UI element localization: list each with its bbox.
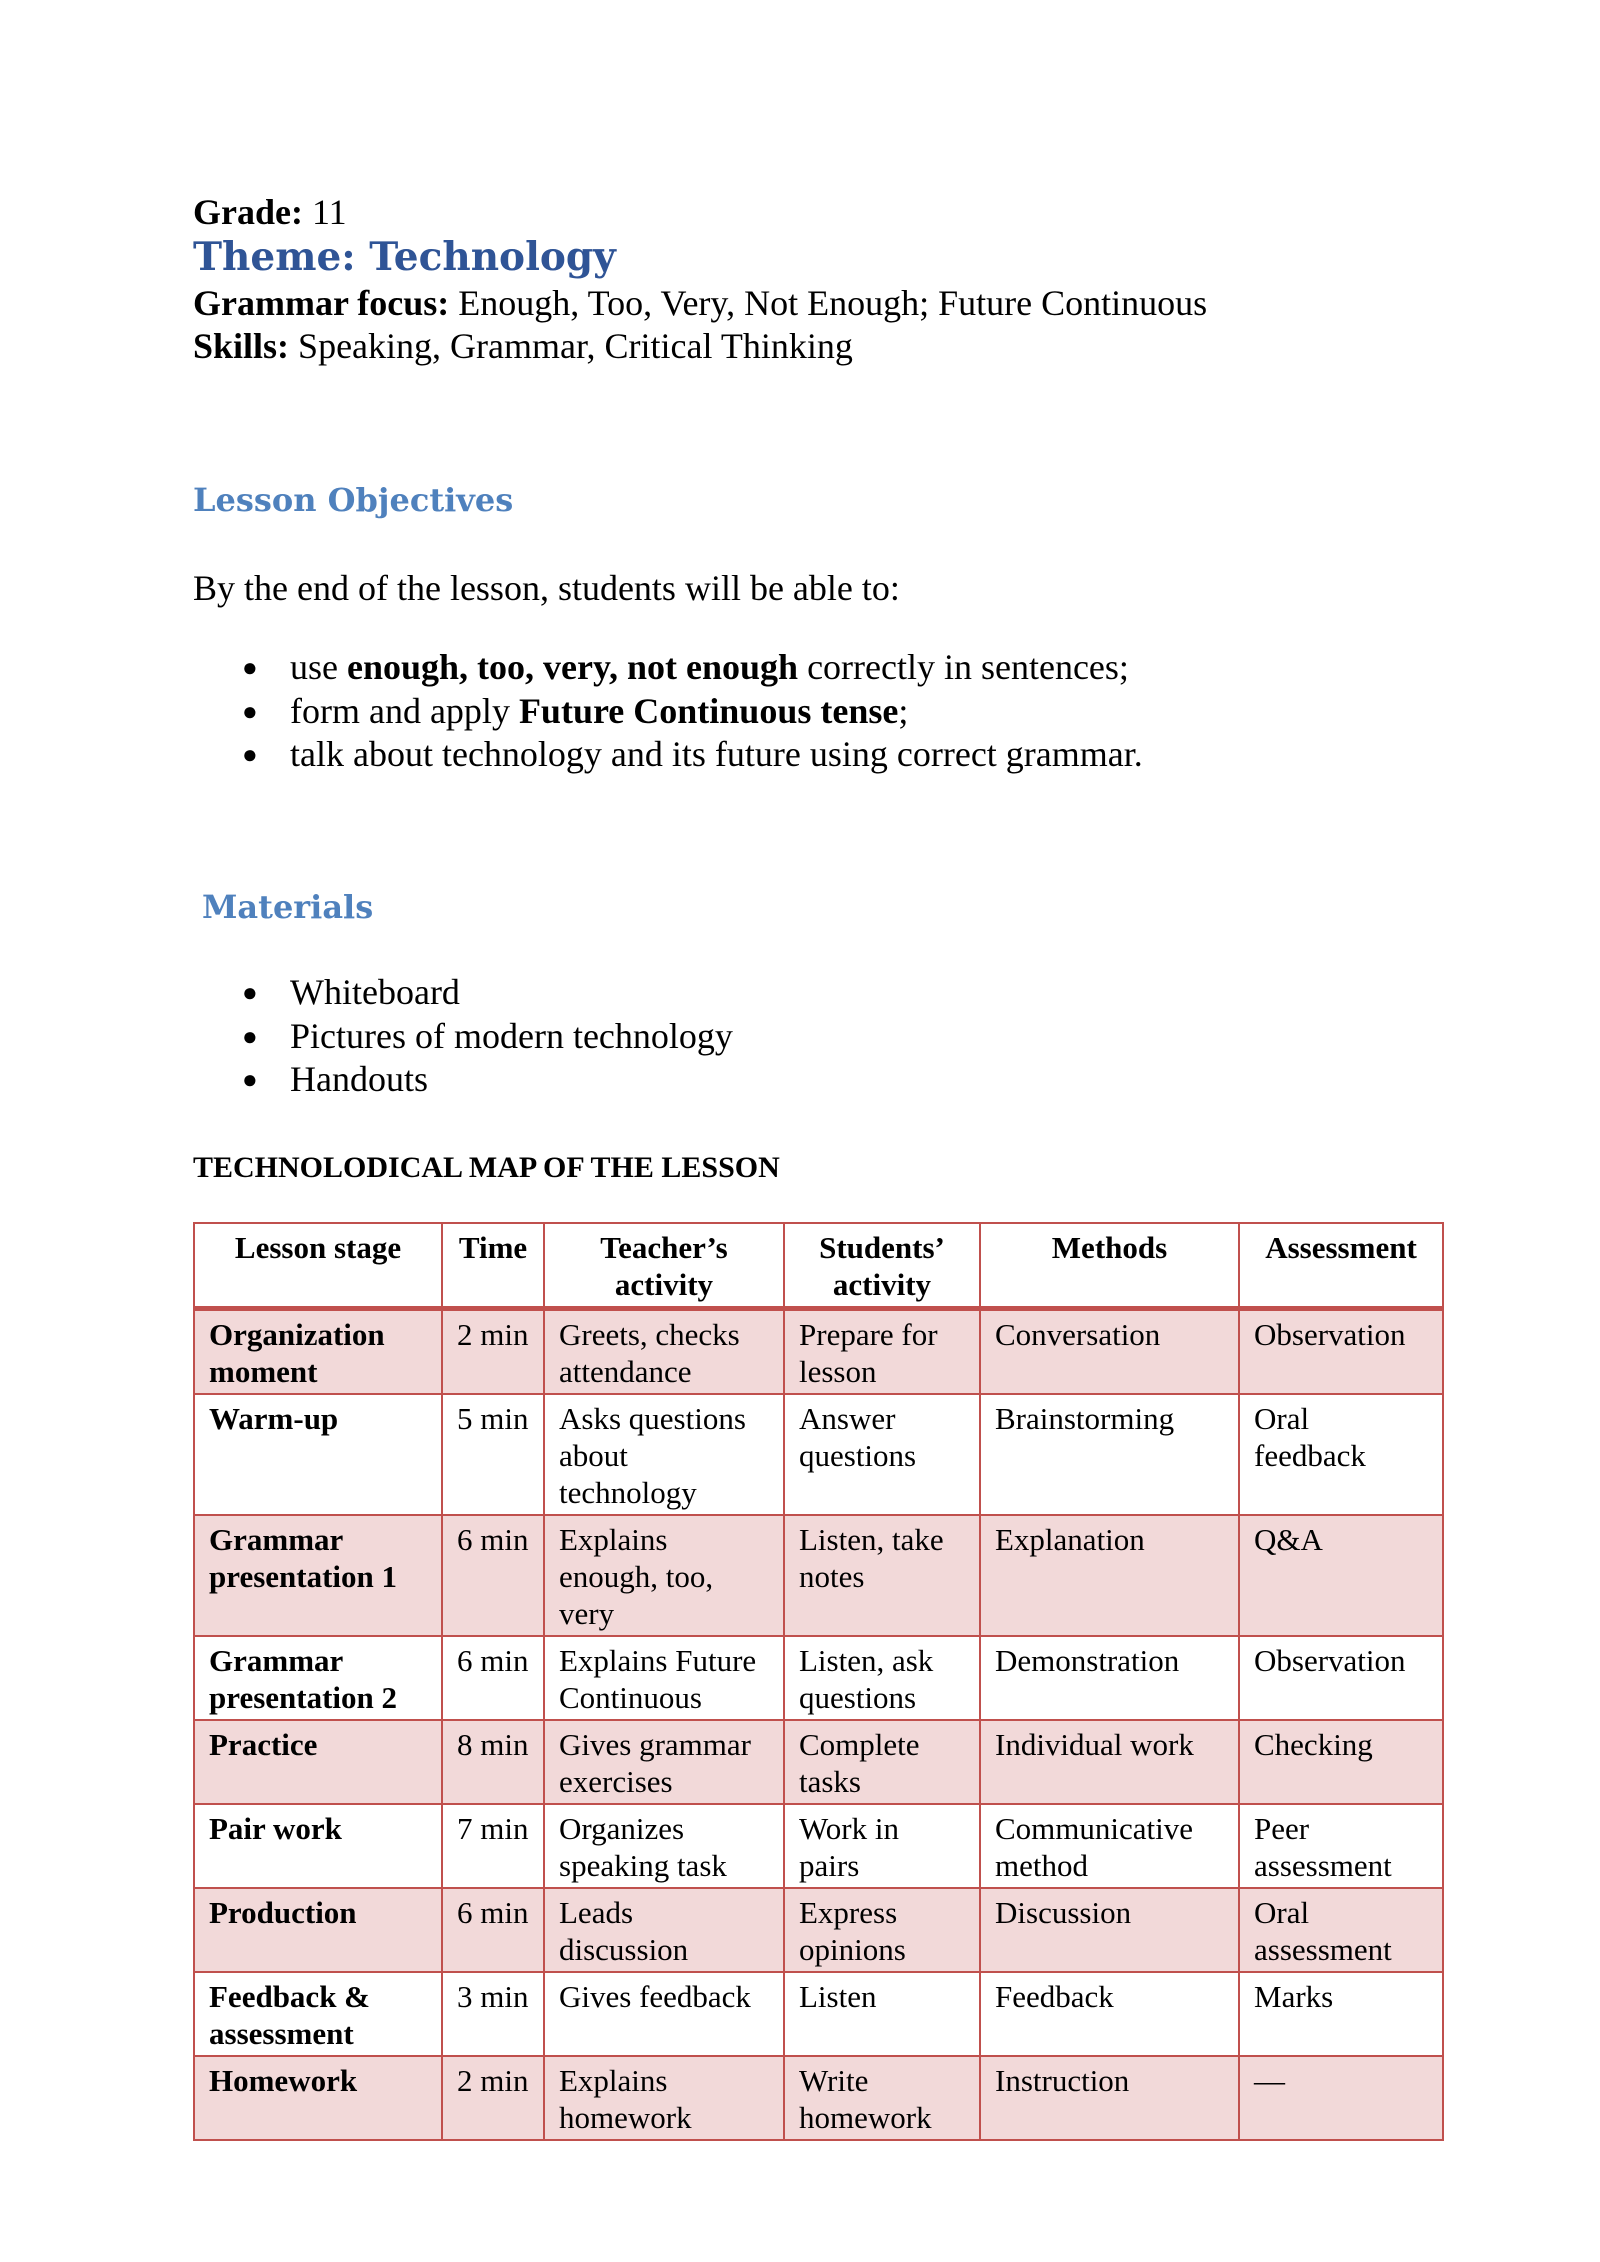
column-header: Time (442, 1223, 544, 1309)
assessment-cell: Peer assessment (1239, 1804, 1443, 1888)
list-item: ● Handouts (193, 1058, 733, 1102)
students-cell: Write homework (784, 2056, 980, 2140)
methods-cell: Communicative method (980, 1804, 1239, 1888)
table-row (194, 1972, 1443, 2056)
table-row (194, 1309, 1443, 1395)
assessment-cell: Oral assessment (1239, 1888, 1443, 1972)
bullet-icon: ● (242, 978, 258, 1007)
assessment-cell: Observation (1239, 1309, 1443, 1395)
methods-cell: Conversation (980, 1309, 1239, 1395)
students-cell: Work in pairs (784, 1804, 980, 1888)
objectives-heading: Lesson Objectives (193, 481, 514, 519)
time-cell: 3 min (442, 1972, 544, 2056)
grammar-focus-value: Enough, Too, Very, Not Enough; Future Continuous (458, 283, 1208, 323)
table-row (194, 1888, 1443, 1972)
skills-line (193, 324, 853, 368)
skills-value: Speaking, Grammar, Critical Thinking (298, 326, 853, 366)
table-row (194, 2056, 1443, 2140)
bullet-icon: ● (242, 1065, 258, 1094)
teacher-cell: Asks questions about technology (544, 1394, 784, 1515)
students-cell: Answer questions (784, 1394, 980, 1515)
methods-cell: Instruction (980, 2056, 1239, 2140)
list-item: ● talk about technology and its future using correct grammar. (193, 733, 1143, 777)
methods-cell: Individual work (980, 1720, 1239, 1804)
grammar-focus-label: Grammar focus: (193, 283, 450, 323)
methods-cell: Feedback (980, 1972, 1239, 2056)
column-header: Students’ activity (784, 1223, 980, 1309)
students-cell: Listen, take notes (784, 1515, 980, 1636)
methods-cell: Discussion (980, 1888, 1239, 1972)
time-cell: 5 min (442, 1394, 544, 1515)
teacher-cell: Explains Future Continuous (544, 1636, 784, 1720)
table-row (194, 1394, 1443, 1515)
time-cell: 8 min (442, 1720, 544, 1804)
column-header: Lesson stage (194, 1223, 442, 1309)
students-cell: Listen (784, 1972, 980, 2056)
grammar-focus-line (193, 281, 1207, 325)
teacher-cell: Explains enough, too, very (544, 1515, 784, 1636)
stage-cell: Organization moment (194, 1309, 442, 1395)
time-cell: 2 min (442, 1309, 544, 1395)
students-cell: Listen, ask questions (784, 1636, 980, 1720)
students-cell: Complete tasks (784, 1720, 980, 1804)
teacher-cell: Organizes speaking task (544, 1804, 784, 1888)
assessment-cell: Observation (1239, 1636, 1443, 1720)
column-header: Methods (980, 1223, 1239, 1309)
methods-cell: Explanation (980, 1515, 1239, 1636)
table-row (194, 1636, 1443, 1720)
assessment-cell: Q&A (1239, 1515, 1443, 1636)
list-item: ● form and apply Future Continuous tense; (193, 690, 1143, 734)
stage-cell: Feedback & assessment (194, 1972, 442, 2056)
grade-label: Grade: (193, 192, 303, 232)
map-title: TECHNOLODICAL MAP OF THE LESSON (193, 1151, 780, 1184)
students-cell: Express opinions (784, 1888, 980, 1972)
stage-cell: Grammar presentation 2 (194, 1636, 442, 1720)
table-header-row (194, 1223, 1443, 1309)
bullet-icon: ● (242, 1021, 258, 1051)
objectives-list (193, 646, 1143, 777)
bullet-icon: ● (242, 653, 258, 682)
list-item: ● use enough, too, very, not enough correctly in sentences; (193, 646, 1143, 690)
teacher-cell: Gives grammar exercises (544, 1720, 784, 1804)
list-item: ● Whiteboard (193, 971, 733, 1015)
stage-cell: Practice (194, 1720, 442, 1804)
stage-cell: Grammar presentation 1 (194, 1515, 442, 1636)
students-cell: Prepare for lesson (784, 1309, 980, 1395)
stage-cell: Warm-up (194, 1394, 442, 1515)
table-row (194, 1515, 1443, 1636)
assessment-cell: — (1239, 2056, 1443, 2140)
stage-cell: Pair work (194, 1804, 442, 1888)
assessment-cell: Marks (1239, 1972, 1443, 2056)
table-row (194, 1804, 1443, 1888)
grade-value: 11 (311, 192, 347, 232)
stage-cell: Production (194, 1888, 442, 1972)
methods-cell: Demonstration (980, 1636, 1239, 1720)
time-cell: 7 min (442, 1804, 544, 1888)
materials-list (193, 971, 733, 1102)
assessment-cell: Oral feedback (1239, 1394, 1443, 1515)
bullet-icon: ● (242, 696, 258, 726)
column-header: Assessment (1239, 1223, 1443, 1309)
teacher-cell: Explains homework (544, 2056, 784, 2140)
grade-line (193, 190, 347, 234)
methods-cell: Brainstorming (980, 1394, 1239, 1515)
teacher-cell: Gives feedback (544, 1972, 784, 2056)
table-row (194, 1720, 1443, 1804)
assessment-cell: Checking (1239, 1720, 1443, 1804)
time-cell: 6 min (442, 1636, 544, 1720)
theme-title: Theme: Technology (193, 234, 616, 280)
materials-heading: Materials (202, 888, 374, 926)
teacher-cell: Leads discussion (544, 1888, 784, 1972)
time-cell: 2 min (442, 2056, 544, 2140)
list-item: ● Pictures of modern technology (193, 1015, 733, 1059)
lesson-map-table (193, 1222, 1444, 2141)
time-cell: 6 min (442, 1888, 544, 1972)
bullet-icon: ● (242, 740, 258, 769)
stage-cell: Homework (194, 2056, 442, 2140)
skills-label: Skills: (193, 326, 290, 366)
time-cell: 6 min (442, 1515, 544, 1636)
teacher-cell: Greets, checks attendance (544, 1309, 784, 1395)
column-header: Teacher’s activity (544, 1223, 784, 1309)
objectives-intro: By the end of the lesson, students will be able to: (193, 568, 900, 608)
